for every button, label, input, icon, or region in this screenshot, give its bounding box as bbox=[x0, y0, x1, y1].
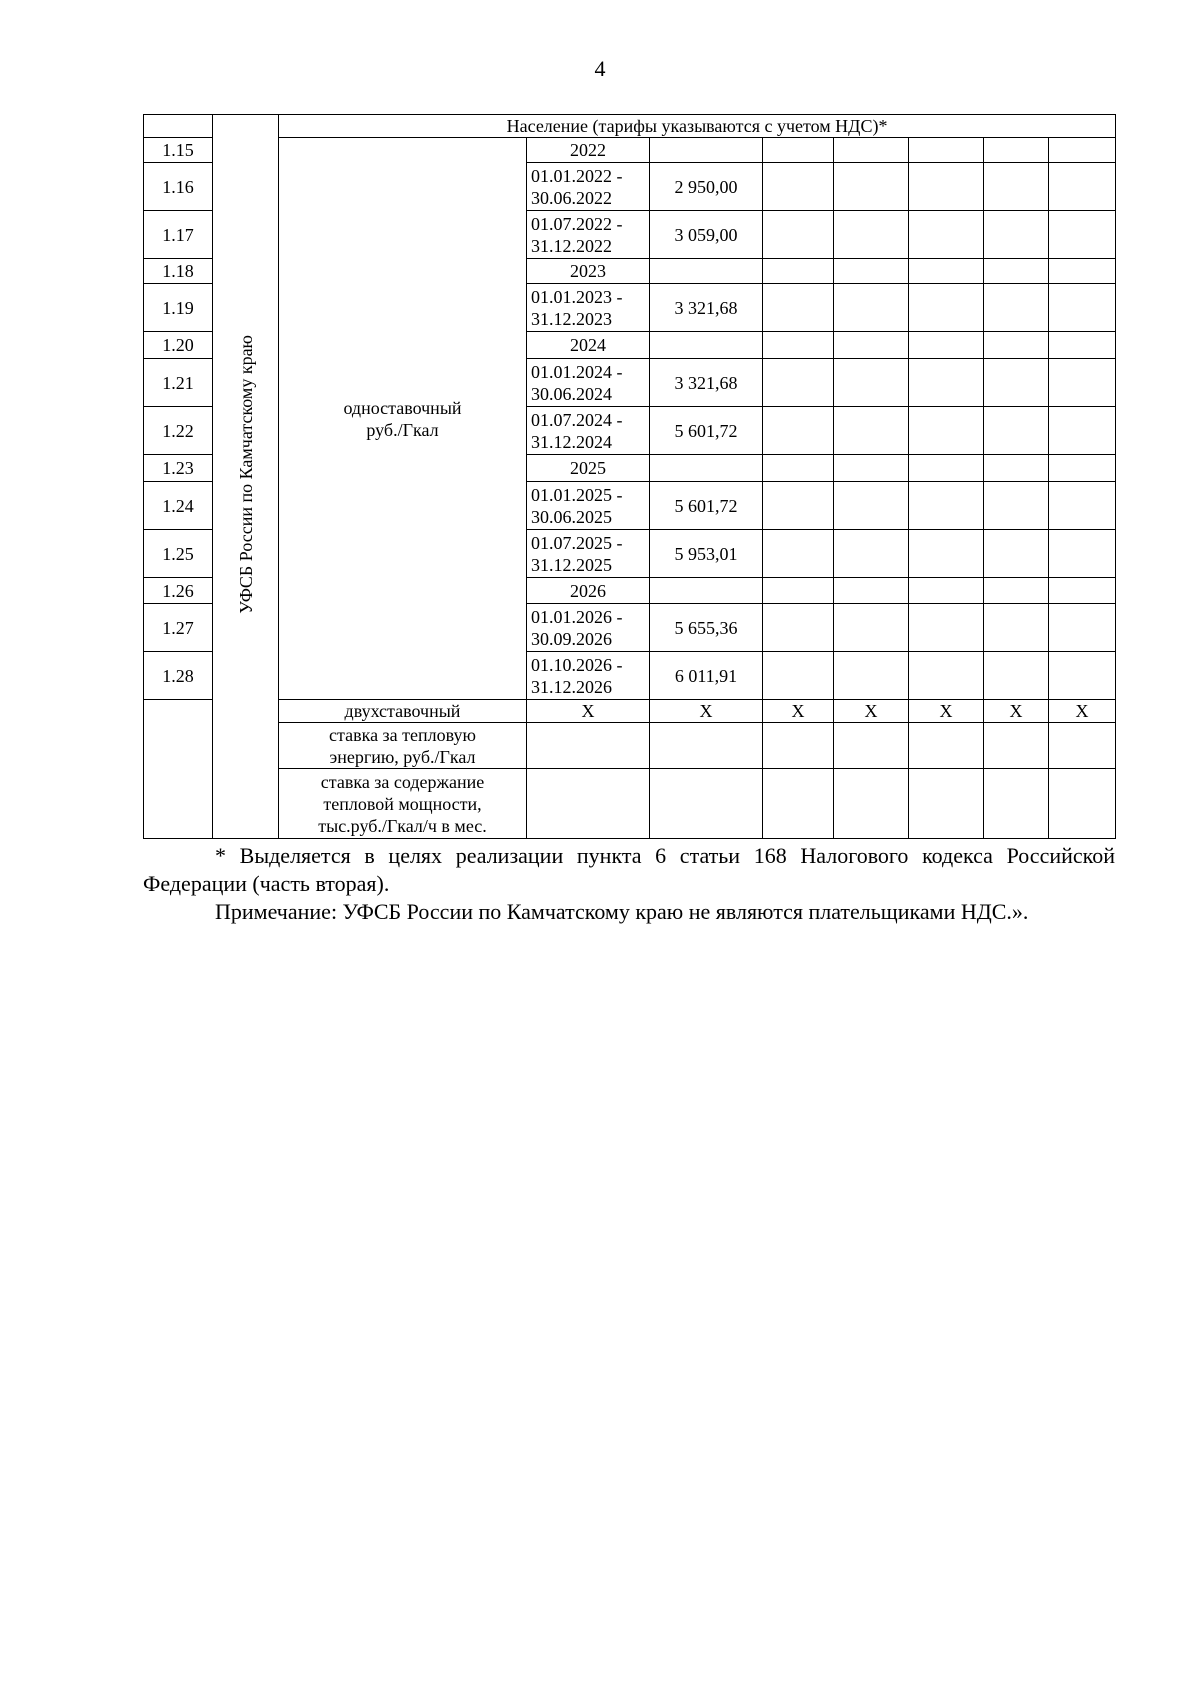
empty-cell bbox=[650, 723, 763, 769]
empty-cell bbox=[984, 284, 1049, 332]
row-number: 1.19 bbox=[144, 284, 213, 332]
table-row bbox=[144, 769, 1116, 839]
empty-cell bbox=[1049, 652, 1116, 700]
period-end: 31.12.2025 bbox=[531, 554, 612, 575]
table-row bbox=[144, 700, 1116, 723]
period-end: 31.12.2023 bbox=[531, 308, 612, 329]
tariff-table bbox=[143, 114, 1116, 839]
year-cell: 2026 bbox=[527, 578, 650, 604]
period-cell bbox=[527, 652, 650, 700]
empty-cell bbox=[909, 530, 984, 578]
empty-cell bbox=[909, 769, 984, 839]
table-header-row bbox=[144, 115, 1116, 138]
period-end: 30.06.2024 bbox=[531, 383, 612, 404]
period-start: 01.01.2023 - bbox=[531, 286, 623, 307]
tariff-value: 2 950,00 bbox=[650, 163, 763, 211]
empty-cell bbox=[909, 407, 984, 455]
capacity-rate-line: ставка за содержание bbox=[320, 771, 485, 792]
empty-cell bbox=[1049, 604, 1116, 652]
period-cell bbox=[527, 482, 650, 530]
empty-cell bbox=[763, 163, 834, 211]
empty-cell bbox=[984, 604, 1049, 652]
empty-cell bbox=[909, 138, 984, 163]
empty-cell bbox=[984, 332, 1049, 359]
row-number: 1.24 bbox=[144, 482, 213, 530]
period-start: 01.10.2026 - bbox=[531, 654, 623, 675]
empty-cell bbox=[1049, 359, 1116, 407]
energy-rate-line: энергию, руб./Гкал bbox=[329, 746, 476, 767]
empty-cell bbox=[1049, 530, 1116, 578]
period-start: 01.01.2026 - bbox=[531, 606, 623, 627]
not-applicable-mark: Х bbox=[527, 700, 650, 723]
row-number: 1.22 bbox=[144, 407, 213, 455]
period-start: 01.01.2025 - bbox=[531, 484, 623, 505]
empty-cell bbox=[1049, 578, 1116, 604]
empty-cell bbox=[984, 723, 1049, 769]
empty-cell bbox=[763, 769, 834, 839]
empty-cell bbox=[1049, 163, 1116, 211]
empty-cell bbox=[834, 163, 909, 211]
empty-cell bbox=[1049, 482, 1116, 530]
empty-cell bbox=[1049, 455, 1116, 482]
tariff-value: 3 059,00 bbox=[650, 211, 763, 259]
empty-cell bbox=[763, 723, 834, 769]
empty-cell bbox=[763, 652, 834, 700]
period-end: 30.06.2025 bbox=[531, 506, 612, 527]
one-part-tariff-label bbox=[279, 138, 527, 700]
empty-cell bbox=[763, 259, 834, 284]
period-end: 31.12.2022 bbox=[531, 235, 612, 256]
empty-cell bbox=[834, 652, 909, 700]
empty-cell bbox=[763, 407, 834, 455]
empty-cell bbox=[1049, 407, 1116, 455]
period-start: 01.07.2025 - bbox=[531, 532, 623, 553]
empty-cell bbox=[1049, 284, 1116, 332]
value-cell bbox=[650, 578, 763, 604]
period-cell bbox=[527, 163, 650, 211]
energy-rate-label bbox=[279, 723, 527, 769]
empty-cell bbox=[763, 284, 834, 332]
period-start: 01.07.2022 - bbox=[531, 213, 623, 234]
empty-cell bbox=[1049, 769, 1116, 839]
empty-cell bbox=[909, 284, 984, 332]
empty-cell bbox=[909, 332, 984, 359]
row-number: 1.18 bbox=[144, 259, 213, 284]
row-number: 1.27 bbox=[144, 604, 213, 652]
empty-cell bbox=[834, 723, 909, 769]
empty-cell bbox=[984, 259, 1049, 284]
empty-cell bbox=[1049, 723, 1116, 769]
empty-cell bbox=[984, 652, 1049, 700]
empty-cell bbox=[909, 578, 984, 604]
period-cell bbox=[527, 211, 650, 259]
table-row bbox=[144, 723, 1116, 769]
row-number: 1.28 bbox=[144, 652, 213, 700]
one-part-tariff-name: одноставочный bbox=[343, 397, 462, 418]
not-applicable-mark: Х bbox=[984, 700, 1049, 723]
two-part-tariff-label: двухставочный bbox=[279, 700, 527, 723]
empty-cell bbox=[527, 723, 650, 769]
tariff-value: 5 655,36 bbox=[650, 604, 763, 652]
empty-cell bbox=[984, 211, 1049, 259]
tariff-value: 5 953,01 bbox=[650, 530, 763, 578]
period-cell bbox=[527, 359, 650, 407]
empty-cell bbox=[1049, 259, 1116, 284]
row-number: 1.16 bbox=[144, 163, 213, 211]
row-number: 1.26 bbox=[144, 578, 213, 604]
empty-cell bbox=[834, 259, 909, 284]
organization-cell bbox=[213, 115, 279, 839]
empty-cell bbox=[763, 211, 834, 259]
empty-cell bbox=[144, 115, 213, 138]
period-cell bbox=[527, 407, 650, 455]
group-header: Население (тарифы указываются с учетом НДС)* bbox=[279, 115, 1116, 138]
empty-cell bbox=[763, 332, 834, 359]
tariff-value: 6 011,91 bbox=[650, 652, 763, 700]
period-end: 30.06.2022 bbox=[531, 187, 612, 208]
empty-cell bbox=[763, 604, 834, 652]
period-end: 31.12.2024 bbox=[531, 431, 612, 452]
not-applicable-mark: Х bbox=[834, 700, 909, 723]
empty-cell bbox=[763, 455, 834, 482]
period-start: 01.01.2022 - bbox=[531, 165, 623, 186]
footnotes bbox=[143, 842, 1115, 926]
one-part-tariff-unit: руб./Гкал bbox=[366, 419, 439, 440]
value-cell bbox=[650, 332, 763, 359]
empty-cell bbox=[909, 723, 984, 769]
remark-note: Примечание: УФСБ России по Камчатскому краю не являются плательщиками НДС.». bbox=[215, 899, 1029, 924]
row-number: 1.21 bbox=[144, 359, 213, 407]
empty-cell bbox=[909, 211, 984, 259]
not-applicable-mark: Х bbox=[1049, 700, 1116, 723]
empty-cell bbox=[1049, 138, 1116, 163]
table-row bbox=[144, 138, 1116, 163]
empty-cell bbox=[834, 332, 909, 359]
period-cell bbox=[527, 604, 650, 652]
period-start: 01.01.2024 - bbox=[531, 361, 623, 382]
row-number: 1.17 bbox=[144, 211, 213, 259]
tariff-value: 3 321,68 bbox=[650, 284, 763, 332]
empty-cell bbox=[984, 455, 1049, 482]
organization-name: УФСБ России по Камчатскому краю bbox=[235, 334, 256, 614]
period-cell bbox=[527, 530, 650, 578]
energy-rate-line: ставка за тепловую bbox=[329, 724, 476, 745]
year-cell: 2025 bbox=[527, 455, 650, 482]
capacity-rate-line: тыс.руб./Гкал/ч в мес. bbox=[318, 815, 487, 836]
capacity-rate-label bbox=[279, 769, 527, 839]
value-cell bbox=[650, 455, 763, 482]
empty-cell bbox=[984, 407, 1049, 455]
empty-cell bbox=[984, 138, 1049, 163]
empty-cell bbox=[984, 482, 1049, 530]
not-applicable-mark: Х bbox=[763, 700, 834, 723]
empty-cell bbox=[909, 259, 984, 284]
row-number: 1.25 bbox=[144, 530, 213, 578]
period-cell bbox=[527, 284, 650, 332]
empty-cell bbox=[909, 652, 984, 700]
empty-cell bbox=[984, 578, 1049, 604]
empty-cell bbox=[763, 138, 834, 163]
empty-cell bbox=[834, 211, 909, 259]
empty-number-cell bbox=[144, 700, 213, 839]
empty-cell bbox=[650, 769, 763, 839]
empty-cell bbox=[909, 482, 984, 530]
empty-cell bbox=[763, 482, 834, 530]
tariff-value: 5 601,72 bbox=[650, 482, 763, 530]
empty-cell bbox=[834, 604, 909, 652]
row-number: 1.15 bbox=[144, 138, 213, 163]
row-number: 1.23 bbox=[144, 455, 213, 482]
year-cell: 2024 bbox=[527, 332, 650, 359]
period-end: 30.09.2026 bbox=[531, 628, 612, 649]
period-start: 01.07.2024 - bbox=[531, 409, 623, 430]
empty-cell bbox=[984, 163, 1049, 211]
empty-cell bbox=[1049, 211, 1116, 259]
empty-cell bbox=[909, 604, 984, 652]
empty-cell bbox=[763, 359, 834, 407]
empty-cell bbox=[909, 359, 984, 407]
empty-cell bbox=[834, 482, 909, 530]
empty-cell bbox=[527, 769, 650, 839]
not-applicable-mark: Х bbox=[909, 700, 984, 723]
tariff-value: 5 601,72 bbox=[650, 407, 763, 455]
empty-cell bbox=[909, 163, 984, 211]
empty-cell bbox=[834, 407, 909, 455]
empty-cell bbox=[834, 138, 909, 163]
value-cell bbox=[650, 259, 763, 284]
empty-cell bbox=[909, 455, 984, 482]
asterisk-footnote: * Выделяется в целях реализации пункта 6 статьи 168 Налогового кодекса Российской Федерации (часть вторая). bbox=[143, 843, 1115, 896]
empty-cell bbox=[834, 578, 909, 604]
empty-cell bbox=[984, 530, 1049, 578]
row-number: 1.20 bbox=[144, 332, 213, 359]
value-cell bbox=[650, 138, 763, 163]
empty-cell bbox=[763, 578, 834, 604]
empty-cell bbox=[834, 530, 909, 578]
empty-cell bbox=[984, 359, 1049, 407]
year-cell: 2022 bbox=[527, 138, 650, 163]
year-cell: 2023 bbox=[527, 259, 650, 284]
page-number: 4 bbox=[594, 56, 606, 81]
tariff-value: 3 321,68 bbox=[650, 359, 763, 407]
empty-cell bbox=[763, 530, 834, 578]
empty-cell bbox=[834, 359, 909, 407]
empty-cell bbox=[834, 769, 909, 839]
empty-cell bbox=[834, 284, 909, 332]
period-end: 31.12.2026 bbox=[531, 676, 612, 697]
empty-cell bbox=[984, 769, 1049, 839]
not-applicable-mark: Х bbox=[650, 700, 763, 723]
empty-cell bbox=[834, 455, 909, 482]
capacity-rate-line: тепловой мощности, bbox=[323, 793, 482, 814]
empty-cell bbox=[1049, 332, 1116, 359]
